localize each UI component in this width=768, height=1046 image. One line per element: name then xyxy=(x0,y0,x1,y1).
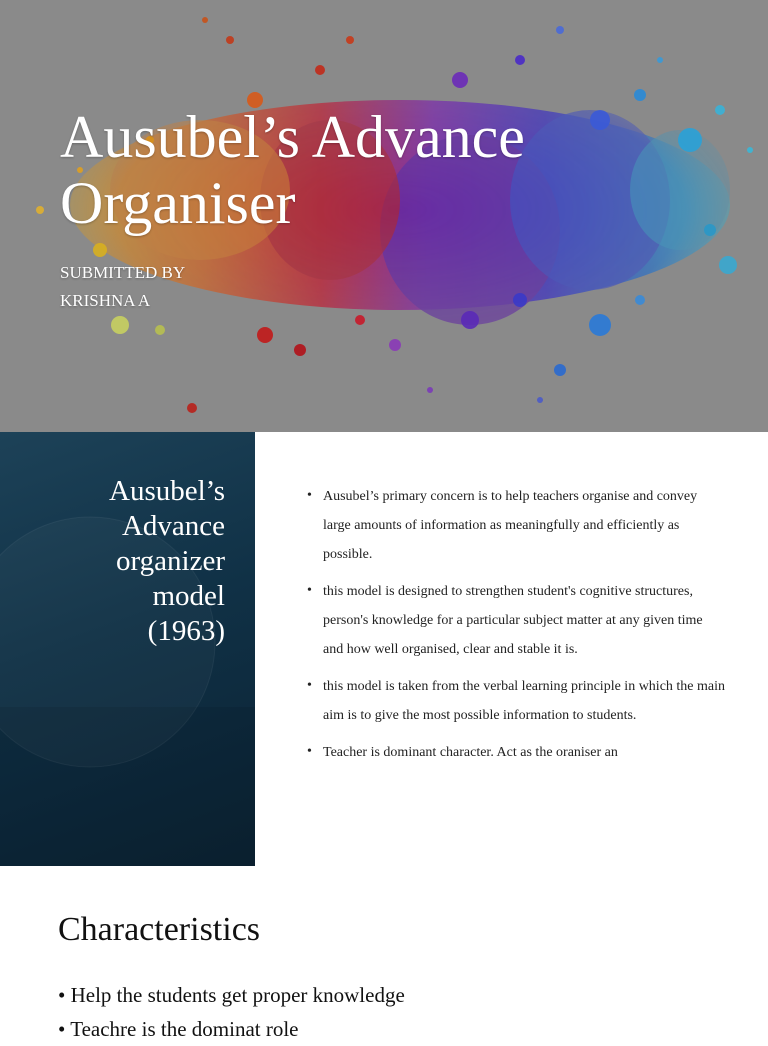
submitted-by-label: SUBMITTED BY xyxy=(60,263,186,282)
characteristic-item: • Teachre is the dominat role xyxy=(58,1012,738,1046)
characteristics-slide xyxy=(0,866,768,1041)
bullet-item: • Teacher is dominant character. Act as the oraniser an xyxy=(305,738,725,767)
bullet-item: • Ausubel’s primary concern is to help teachers organise and convey large amounts of information as meaningfully and efficiently as possible. xyxy=(305,482,725,569)
bullet-item: • this model is taken from the verbal learning principle in which the main aim is to give the most possible information to students. xyxy=(305,672,725,730)
title-line-1: Ausubel’s Advance xyxy=(60,104,525,170)
model-heading-line: (1963) xyxy=(147,615,225,647)
submitted-by-block xyxy=(60,259,185,315)
author-name: KRISHNA A xyxy=(60,291,151,310)
model-heading xyxy=(15,474,225,649)
model-heading-line: Advance xyxy=(121,510,225,542)
model-heading-line: organizer xyxy=(116,545,225,577)
title-slide xyxy=(0,0,768,432)
model-heading-line: model xyxy=(152,580,225,612)
characteristic-item: • Help the students get proper knowledge xyxy=(58,978,738,1012)
bullet-item: • this model is designed to strengthen student's cognitive structures, person's knowledge for a particular subject matter at any given time and how well organised, clear and stable it is. xyxy=(305,577,725,664)
model-bullet-list xyxy=(305,482,725,775)
characteristics-list xyxy=(58,978,738,1046)
characteristics-title: Characteristics xyxy=(58,911,261,948)
model-heading-line: Ausubel’s xyxy=(109,475,225,507)
presentation-title xyxy=(60,104,525,236)
heading-panel xyxy=(0,432,255,866)
title-line-2: Organiser xyxy=(60,170,296,236)
model-overview-slide xyxy=(0,432,768,866)
